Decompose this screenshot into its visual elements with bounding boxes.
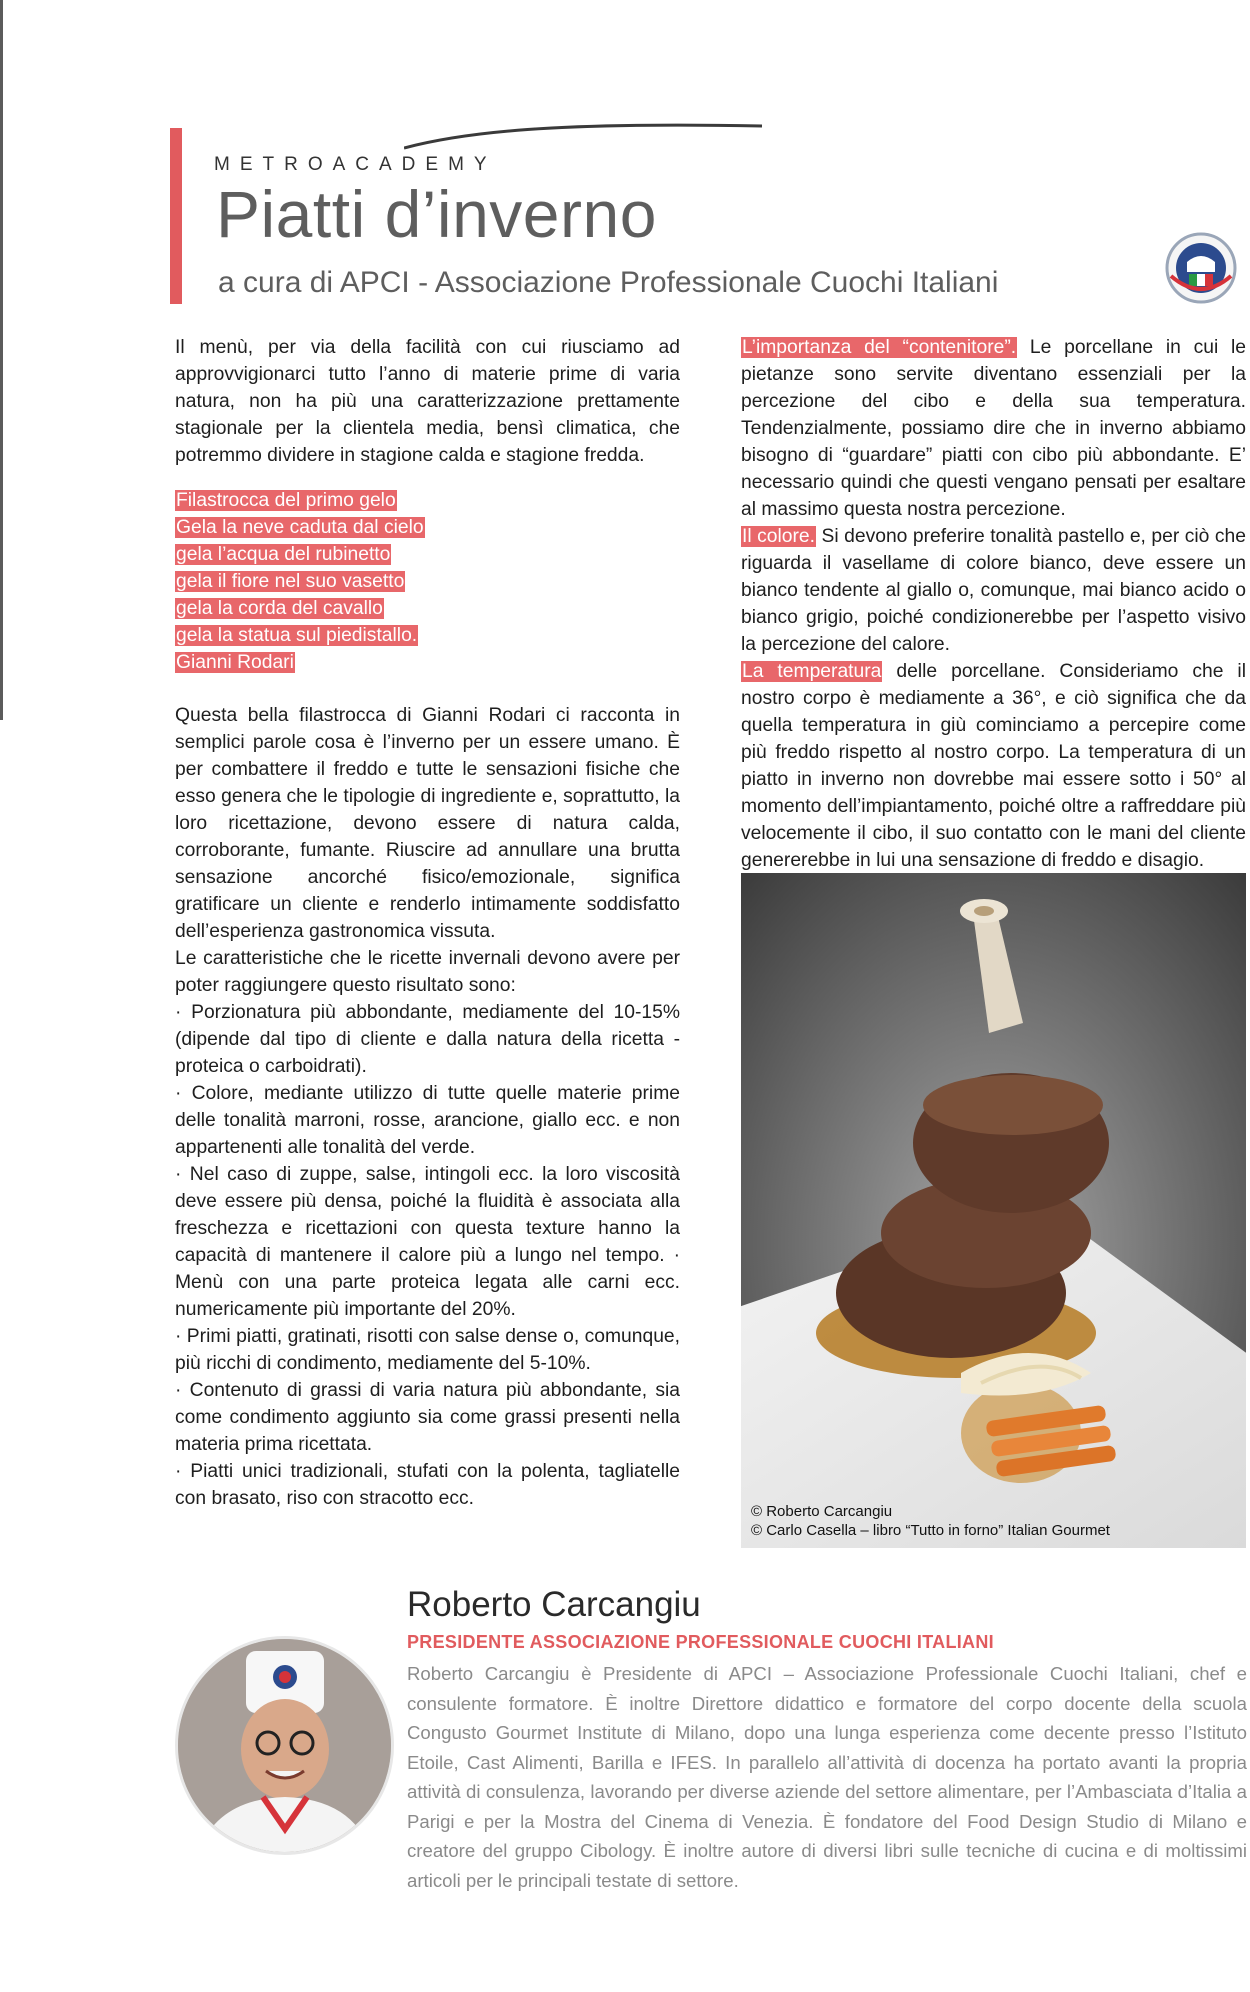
right-column [741,334,1246,874]
brand-logo [214,120,574,180]
page-subtitle: a cura di APCI - Associazione Professionale Cuochi Italiani [218,266,999,299]
bullet-item: · Primi piatti, gratinati, risotti con salse dense o, comunque, più ricchi di condimento, mediamente del 5-10%. [175,1326,680,1374]
chef-portrait-image [178,1639,391,1852]
poem-line: Gela la neve caduta dal cielo [176,517,424,538]
apci-badge-icon [1165,232,1237,304]
author-avatar [175,1636,394,1855]
temperature-paragraph [741,658,1246,874]
section-text: delle porcellane. Consideriamo che il nostro corpo è mediamente a 36°, e ciò significa che da quella temperatura in giù cominciamo a percepire come più freddo rispetto al nostro corpo. La temperatura di un piatto in inverno non dovrebbe mai essere sotto i 50° al momento dell’impiantamento, poiché oltre a raffreddare più velocemente il cibo, il suo contatto con le mani del cliente genererebbe in lui una sensazione di freddo e disagio. [741,661,1246,871]
brand-name: METROACADEMY [214,154,497,175]
photo-credit-line: © Roberto Carcangiu [751,1503,893,1520]
poem-line: gela il fiore nel suo vasetto [176,571,405,592]
body-paragraph: Questa bella filastrocca di Gianni Rodari ci racconta in semplici parole cosa è l’inverno per un essere umano. È per combattere il freddo e tutte le sensazioni fisiche che esso genera che le tipologie di ingrediente e, soprattutto, la loro ricettazione, devono essere di natura calda, corroborante, fumante. Riuscire ad annullare una brutta sensazione ancorché fisico/emozionale, significa gratificare un cliente e renderlo intimamente soddisfatto dell’esperienza gastronomica vissuta. [175,705,680,942]
section-heading: L’importanza del “contenitore”. [742,337,1017,358]
poem-line: gela l’acqua del rubinetto [176,544,391,565]
author-role: PRESIDENTE ASSOCIAZIONE PROFESSIONALE CUOCHI ITALIANI [407,1632,994,1652]
color-paragraph [741,523,1246,658]
dish-image [741,873,1246,1548]
bullet-item: · Contenuto di grassi di varia natura più abbondante, sia come condimento aggiunto sia come grassi presenti nella materia prima ricettata. [175,1380,680,1455]
poem-line: gela la corda del cavallo [176,598,383,619]
bullet-item: · Colore, mediante utilizzo di tutte quelle materie prime delle tonalità marroni, rosse, arancione, giallo ecc. e non appartenenti alle tonalità del verde. [175,1083,680,1158]
bullet-item: · Piatti unici tradizionali, stufati con la polenta, tagliatelle con brasato, riso con stracotto ecc. [175,1461,680,1509]
dish-photo [741,873,1246,1548]
photo-credit [751,1502,1110,1540]
page-title: Piatti d’inverno [216,177,657,251]
left-column [175,334,680,1512]
bullet-item: · Nel caso di zuppe, salse, intingoli ecc. la loro viscosità deve essere più densa, poiché la fluidità è associata alla freschezza e ricettazioni con questa texture hanno la capacità di mantenere il calore più a lungo nel tempo. · Menù con una parte proteica legata alle carni ecc. numericamente più importante del 20%. [175,1164,680,1320]
section-text: Si devono preferire tonalità pastello e, per ciò che riguarda il vasellame di colore bianco, deve essere un bianco tendente al giallo o, comunque, mai bianco acido o bianco grigio, poiché condizionerebbe per l’aspetto visivo la percezione del calore. [741,526,1246,655]
poem-line: gela la statua sul piedistallo. [176,625,418,646]
author-bio: Roberto Carcangiu è Presidente di APCI – Associazione Professionale Cuochi Italiani, chef e consulente formatore. È inoltre Direttore didattico e formatore del corpo docente della scuola Congusto Gourmet Institute di Milano, dopo una lunga esperienza come decente presso l’Istituto Etoile, Cast Alimenti, Barilla e IFES. In parallelo all’attività di docenza ha portato avanti la propria attività di consulenza, lavorando per diverse aziende del settore alimentare, per l’Ambasciata d’Italia a Parigi e per la Mostra del Cinema di Venezia. È fondatore del Food Design Studio di Milano e creatore del gruppo Cibology. È inoltre autore di diversi libri sulle tecniche di cucina e di moltissimi articoli per le principali testate di settore. [407,1663,1247,1891]
section-text: Le porcellane in cui le pietanze sono servite diventano essenziali per la percezione del cibo e della sua temperatura. Tendenzialmente, possiamo dire che in inverno abbiamo bisogno di “guardare” piatti con cibo più abbondante. E’ necessario quindi che questi vengano pensati per esaltare al massimo questa nostra percezione. [741,337,1246,520]
lead-paragraph: Le caratteristiche che le ricette invernali devono avere per poter raggiungere questo risultato sono: [175,948,680,996]
author-name: Roberto Carcangiu [407,1585,701,1624]
section-heading: La temperatura [742,661,882,682]
poem-line: Filastrocca del primo gelo [176,490,396,511]
page-edge-mark [0,0,3,720]
poem-block [175,487,680,676]
accent-bar [170,128,182,304]
photo-credit-line: © Carlo Casella – libro “Tutto in forno” Italian Gourmet [751,1522,1110,1539]
brand-swoosh-icon [404,120,764,150]
poem-author: Gianni Rodari [176,652,294,673]
section-heading: Il colore. [742,526,816,547]
bullet-item: · Porzionatura più abbondante, mediamente del 10-15% (dipende dal tipo di cliente e dalla natura della ricetta - proteica o carboidrati). [175,1002,680,1077]
container-paragraph [741,334,1246,523]
intro-paragraph: Il menù, per via della facilità con cui riusciamo ad approvvigionarci tutto l’anno di materie prime di varia natura, non ha più una caratterizzazione prettamente stagionale per la clientela media, bensì climatica, che potremmo dividere in stagione calda e stagione fredda. [175,337,680,466]
